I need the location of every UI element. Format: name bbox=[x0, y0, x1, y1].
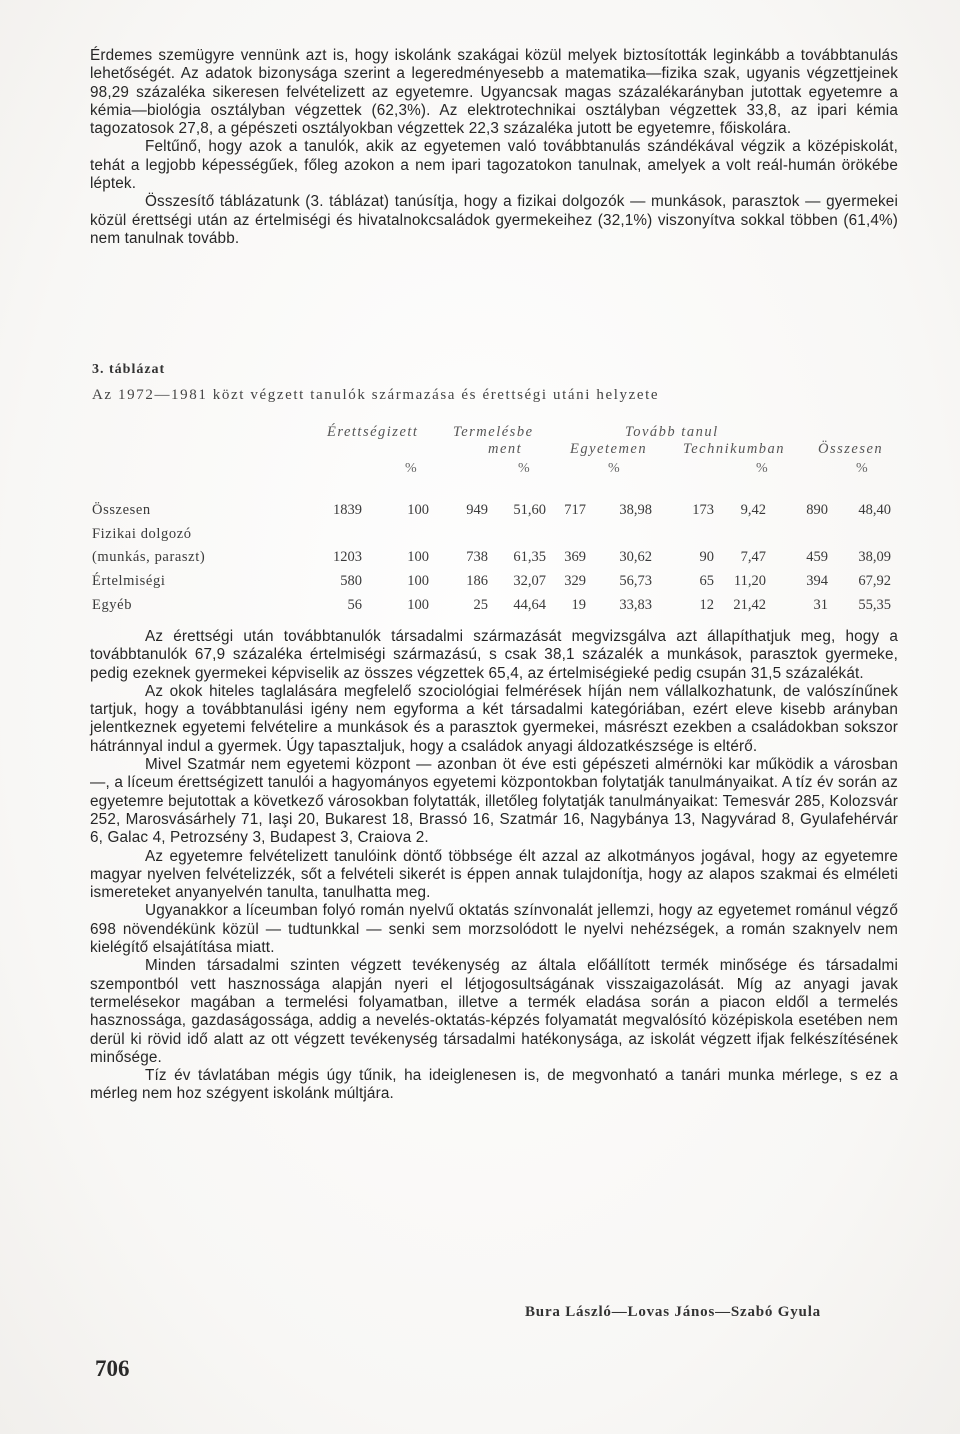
table-cell: 67,92 bbox=[858, 573, 891, 589]
table-cell: 100 bbox=[407, 597, 429, 613]
header-egyetemen: Egyetemen bbox=[570, 441, 648, 457]
table-cell: 44,64 bbox=[513, 597, 546, 613]
table-cell: 580 bbox=[340, 573, 362, 589]
table-cell: 65 bbox=[699, 573, 714, 589]
percent-sign-technikumban: % bbox=[756, 461, 768, 476]
table-number: 3. táblázat bbox=[92, 362, 166, 377]
row-label-detail: (munkás, paraszt) bbox=[92, 549, 206, 565]
table-cell: 25 bbox=[473, 597, 488, 613]
table-cell: 100 bbox=[407, 502, 429, 518]
percent-sign-termelesbe: % bbox=[518, 461, 530, 476]
header-termelesbe-ment: ment bbox=[488, 441, 523, 457]
header-erettsegizett: Érettségizett bbox=[327, 424, 419, 440]
table-cell: 738 bbox=[466, 549, 488, 565]
paragraph-5: Az okok hiteles taglalására megfelelő szociológiai felmérések híján nem vállalkozhatunk, de valószínűnek tartjuk, hogy a továbbtanulási igény nem egyforma a két társadalmi kategóriában, ezért eleve kisebb arányban jelentkeznek egyetemi felvételire a munkások és a parasztok gyermekei, másrészt ezekben a családokban sokszor hátránnyal indul a gyermek. Úgy tapasztaljuk, hogy a családok anyagi áldozatkészsége is eltérő. bbox=[90, 682, 898, 755]
table-cell: 329 bbox=[564, 573, 586, 589]
table-cell: 61,35 bbox=[513, 549, 546, 565]
table-cell: 173 bbox=[692, 502, 714, 518]
page-number: 706 bbox=[95, 1356, 130, 1381]
table-cell: 1203 bbox=[333, 549, 362, 565]
table-cell: 1839 bbox=[333, 502, 362, 518]
header-osszesen: Összesen bbox=[818, 441, 884, 457]
table-cell: 394 bbox=[806, 573, 828, 589]
analysis-text bbox=[90, 628, 898, 1104]
row-label: Egyéb bbox=[92, 597, 133, 613]
table-cell: 19 bbox=[571, 597, 586, 613]
table-cell: 100 bbox=[407, 573, 429, 589]
table-cell: 11,20 bbox=[733, 573, 766, 589]
table-cell: 717 bbox=[564, 502, 586, 518]
table-cell: 32,07 bbox=[513, 573, 546, 589]
header-tovabb-tanul: Tovább tanul bbox=[625, 424, 719, 440]
table-cell: 33,83 bbox=[619, 597, 652, 613]
table-cell: 30,62 bbox=[619, 549, 652, 565]
table-cell: 48,40 bbox=[858, 502, 891, 518]
header-technikumban: Technikumban bbox=[683, 441, 786, 457]
paragraph-6: Mivel Szatmár nem egyetemi központ — azonban öt éve esti gépészeti almérnöki kar működik a városban —, a líceum érettségizett tanulói a hagyományos egyetemi központokban folytatják tanulmányaikat. A tíz év során az egyetemre bejutottak a következő városokban folytatták, illetőleg folytatják tanulmányaikat: Temesvár 285, Kolozsvár 252, Marosvásárhely 71, Iaşi 20, Bukarest 18, Brassó 16, Szatmár 16, Nagybánya 13, Nagyvárad 8, Gyulafehérvár 6, Galac 4, Petrozsény 3, Budapest 3, Craiova 2. bbox=[90, 756, 898, 847]
table-cell: 186 bbox=[466, 573, 488, 589]
percent-sign-erettsegizett: % bbox=[405, 461, 417, 476]
table-cell: 12 bbox=[699, 597, 714, 613]
percent-sign-osszesen: % bbox=[856, 461, 868, 476]
paragraph-10: Tíz év távlatában mégis úgy tűnik, ha ideiglenesen is, de megvonható a tanári munka mérlege, s ez a mérleg nem hoz szégyent iskolánk múltjára. bbox=[90, 1067, 898, 1103]
row-label: Értelmiségi bbox=[92, 573, 166, 589]
row-label: Fizikai dolgozó bbox=[92, 526, 192, 542]
table-cell: 51,60 bbox=[513, 502, 546, 518]
table-cell: 31 bbox=[813, 597, 828, 613]
author-signature: Bura László—Lovas János—Szabó Gyula bbox=[525, 1304, 821, 1320]
paragraph-1: Érdemes szemügyre vennünk azt is, hogy iskolánk szakágai közül melyek biztosították leginkább a továbbtanulás lehetőségét. Az adatok bizonysága szerint a legeredményesebb a matematika—fizika szak, ugyanis végzettjeinek 98,29 százaléka sikeresen felvételizett az egyetemre. Ugyancsak magas százalékarányban jutottak egyetemre a kémia—biológia osztályban végzettek (62,3%). Az elektrotechnikai osztályban végzettek 33,8, az ipari kémia tagozatosok 27,8, a gépészeti osztályokban végzettek 22,3 százaléka jutott be egyetemre, főiskolára. bbox=[90, 47, 898, 138]
table-cell: 7,47 bbox=[740, 549, 766, 565]
table-cell: 38,98 bbox=[619, 502, 652, 518]
table-cell: 38,09 bbox=[858, 549, 891, 565]
intro-text bbox=[90, 47, 898, 248]
paragraph-4: Az érettségi után továbbtanulók társadalmi származását megvizsgálva azt állapíthatjuk meg, hogy a továbbtanulók 67,9 százaléka értelmiségi származású, s csak 38,1 százalék a munkások, parasztok gyermeke, pedig ezeknek gyermekei képviselik az összes végzettek 65,4, az értelmiségieké pedig csupán 31,5 százalékát. bbox=[90, 628, 898, 682]
table-cell: 56 bbox=[347, 597, 362, 613]
paragraph-8: Ugyanakkor a líceumban folyó román nyelvű oktatás színvonalát jellemzi, hogy az egyetemet románul végző 698 növendékünk közül — tudtunkkal — senki sem morzsolódott le nyelvi nehézségek, a román szaknyelv nem kielégítő elsajátítása miatt. bbox=[90, 902, 898, 957]
paragraph-7: Az egyetemre felvételizett tanulóink döntő többsége élt azzal az alkotmányos jogával, hogy az egyetemre magyar nyelven felvételizzék, sőt a felvételi sikerét is éppen annak tulajdonítja, hogy az alapos szakmai és elméleti ismereteket anyanyelvén tanulta, tanulhatta meg. bbox=[90, 847, 898, 902]
table-cell: 459 bbox=[806, 549, 828, 565]
paragraph-9: Minden társadalmi szinten végzett tevékenység az általa előállított termék minősége és társadalmi szempontból vett hasznossága alapján nyeri el létjogosultságának visszaigazolását. Míg az anyagi javak termelésekor magában a termelési folyamatban, illetve a termék eladása során a piacon eldől a termelés hasznossága, gazdaságossága, addig a nevelés-oktatás-képzés folyamatát megvalósító középiskola esetében nem derül ki rövid idő alatt az ott végzett tevékenység társadalmi hatékonysága, az iskolát végzett ifjak felkészítésének minősége. bbox=[90, 957, 898, 1066]
table-cell: 56,73 bbox=[619, 573, 652, 589]
percent-sign-egyetemen: % bbox=[608, 461, 620, 476]
paragraph-3: Összesítő táblázatunk (3. táblázat) tanúsítja, hogy a fizikai dolgozók — munkások, parasztok — gyermekei közül érettségi után az értelmiségi és hivatalnokcsaládok gyermekeihez (32,1%) viszonyítva sokkal többen (61,4%) nem tanulnak tovább. bbox=[90, 193, 898, 247]
paragraph-2: Feltűnő, hogy azok a tanulók, akik az egyetemen való továbbtanulás szándékával végzik a középiskolát, tehát a legjobb képességűek, főleg azokon a nem ipari tagozatokon tanulnak, amelyek a volt reál-humán örökébe léptek. bbox=[90, 138, 898, 193]
table-cell: 55,35 bbox=[858, 597, 891, 613]
table-caption: Az 1972—1981 közt végzett tanulók származása és érettségi utáni helyzete bbox=[92, 387, 660, 403]
table-cell: 90 bbox=[699, 549, 714, 565]
table-cell: 949 bbox=[466, 502, 488, 518]
table-cell: 21,42 bbox=[733, 597, 766, 613]
table-cell: 9,42 bbox=[740, 502, 766, 518]
header-termelesbe: Termelésbe bbox=[453, 424, 534, 440]
row-label: Összesen bbox=[92, 502, 151, 518]
table-cell: 890 bbox=[806, 502, 828, 518]
table-cell: 369 bbox=[564, 549, 586, 565]
table-cell: 100 bbox=[407, 549, 429, 565]
